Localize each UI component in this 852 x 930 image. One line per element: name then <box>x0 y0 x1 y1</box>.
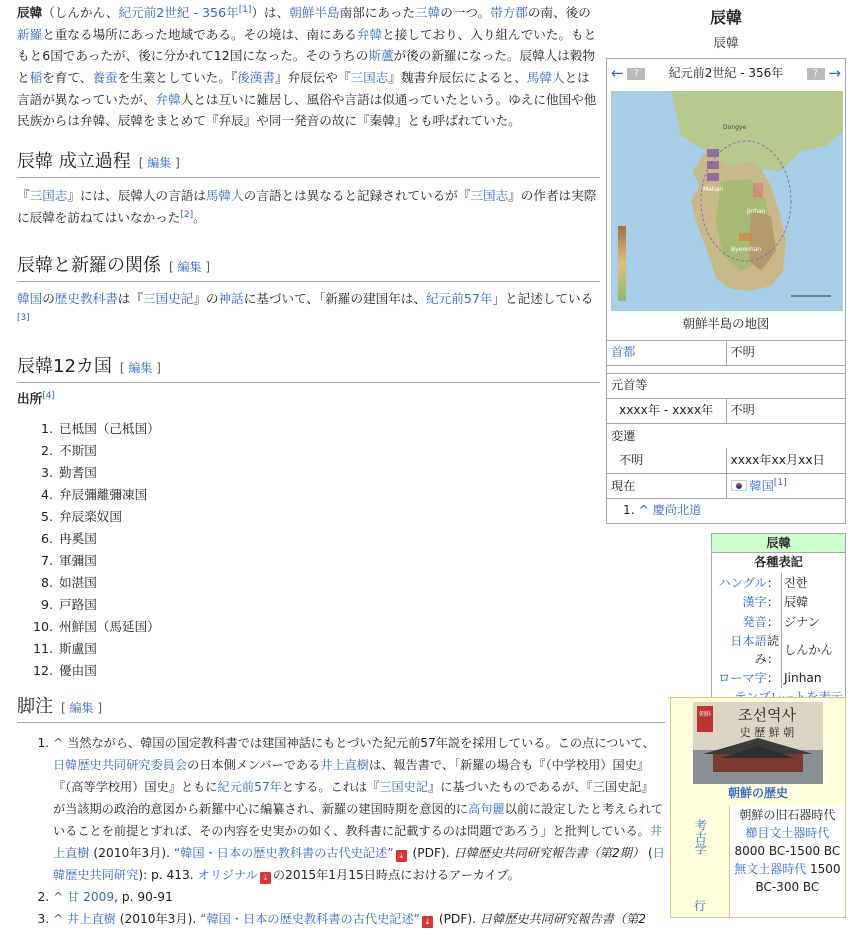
link-samguk[interactable]: 三国史記 <box>379 780 429 794</box>
map-label-byeonhan: Byeonhan <box>731 246 762 253</box>
link-original[interactable]: オリジナル <box>197 868 258 882</box>
text: とする。これは『 <box>281 780 380 794</box>
name-value-japanese: しんかん <box>782 632 846 669</box>
text: (2010年3月). <box>89 846 174 860</box>
name-value-hangul: 진한 <box>782 573 846 593</box>
map-caption: 朝鮮半島の地図 <box>682 316 770 331</box>
text: 』には、辰韓人の言語は <box>67 188 206 203</box>
backlink-caret[interactable]: ^ <box>53 890 64 904</box>
formation-paragraph <box>17 185 600 228</box>
text: の南、後の <box>527 5 591 20</box>
link-goguryeo[interactable]: 高句麗 <box>468 802 505 816</box>
state-item: 7. 軍彌国 <box>57 550 600 572</box>
section-heading-notes: 脚注 [ 編集 ] <box>17 695 665 723</box>
text: ): p. 413. <box>138 868 198 882</box>
capital-label[interactable]: 首都 <box>611 345 636 360</box>
link-57bc[interactable]: 紀元前57年 <box>217 780 282 794</box>
text: が後の新羅になった。辰韓人は穀物と <box>17 48 596 85</box>
text: を生業としていた。『 <box>117 69 238 85</box>
history-logo-graphic <box>693 702 823 784</box>
text: 以前に設定したと考えられていることを前提とすれば、その内容を史実かの如く、教科書に記載するのは問題であろう」と批判している。 <box>53 802 664 838</box>
link-era[interactable]: 紀元前2世紀 - 356年 <box>118 5 239 20</box>
infobox-footnote <box>607 498 845 523</box>
link-committee[interactable]: 日韓歴史共同研究委員会 <box>53 758 188 772</box>
names-box <box>711 533 846 708</box>
infobox-frame <box>606 58 846 524</box>
history-navbox <box>670 697 846 918</box>
infobox-table <box>607 340 845 499</box>
names-subtitle: 各種表記 <box>711 553 846 573</box>
name-value-romaji: Jinhan <box>782 668 846 688</box>
text: と重なる場所にあった地域である。その境は、南にある <box>42 26 357 42</box>
text: ( <box>644 846 653 860</box>
change-date: xxxx年xx月xx日 <box>730 453 825 468</box>
text: 』の作者は実際に辰韓を訪ねてはいなかった <box>17 188 597 225</box>
link-korea[interactable]: 韓国 <box>17 291 43 306</box>
link-samguk[interactable]: 三国史記 <box>142 291 194 306</box>
side-label-next: 行 <box>693 899 706 913</box>
text: と接しており、入り組んでいた。もともと6国であったが、後に分かれて12国になった。そのうちの <box>17 26 597 64</box>
name-value-kanji: 辰韓 <box>782 593 846 613</box>
name-key-pronunciation[interactable]: 発音 <box>742 614 767 629</box>
section-heading-formation: 辰韓 成立過程 [ 編集 ] <box>17 150 600 178</box>
state-item: 5. 弁辰楽奴国 <box>57 506 600 528</box>
text: 」と記述している <box>492 291 594 306</box>
link-rice[interactable]: 稲 <box>29 69 43 85</box>
text: ）は、 <box>251 5 290 20</box>
history-title-link[interactable]: 朝鮮の歴史 <box>727 786 788 800</box>
infobox-ref-1[interactable]: [1] <box>773 477 787 488</box>
infobox-title: 辰韓 <box>709 8 742 27</box>
state-item: 11. 斯盧国 <box>57 638 600 660</box>
sep: ： <box>766 651 779 666</box>
name-key-hangul[interactable]: ハングル <box>718 575 767 590</box>
link-samhan[interactable]: 三韓 <box>415 5 441 20</box>
note-item <box>53 908 665 930</box>
now-value-cell <box>726 473 845 498</box>
heading-text: 辰韓12カ国 <box>17 356 112 377</box>
link-byeonhan[interactable]: 弁韓 <box>356 26 383 42</box>
history-table <box>671 806 845 917</box>
names-table <box>711 573 846 688</box>
map-label-mahan: Mahan <box>703 186 724 193</box>
link-57bc[interactable]: 紀元前57年 <box>426 291 493 306</box>
link-silla[interactable]: 新羅 <box>17 26 43 42</box>
history-logo-image[interactable] <box>693 702 823 784</box>
infobox-subtitle: 辰韓 <box>713 35 739 50</box>
name-key-romaji[interactable]: ローマ字 <box>718 670 767 685</box>
state-item: 9. 戸路国 <box>57 594 600 616</box>
link-pdf-title[interactable]: “韓国・日本の歴史教科書の古代史記述” <box>173 846 394 860</box>
text: は『 <box>117 291 143 306</box>
link-comb-pottery[interactable]: 櫛目文土器時代 <box>745 826 830 840</box>
link-byeonhan-2[interactable]: 弁韓 <box>155 91 181 107</box>
footnote-number: 1. <box>623 503 635 518</box>
pdf-icon: ⤓ <box>396 850 407 862</box>
state-item: 6. 冉奚国 <box>57 528 600 550</box>
link-sgz[interactable]: 三国志 <box>29 188 68 203</box>
now-label: 現在 <box>607 473 726 498</box>
range-text: 8000 BC-1500 BC <box>734 844 841 858</box>
link-sgz-2[interactable]: 三国志 <box>470 188 509 203</box>
era-title: 朝鮮の旧石器時代 <box>739 808 836 822</box>
backlink-caret[interactable]: ^ <box>53 736 64 750</box>
sep: ： <box>766 575 779 590</box>
text: 』弁辰伝や『 <box>274 69 351 85</box>
section-heading-states: 辰韓12カ国 [ 編集 ] <box>17 355 600 383</box>
link-inoue[interactable]: 井上直樹 <box>320 758 370 772</box>
name-key-reading: 読み <box>754 633 779 666</box>
silla-paragraph <box>17 288 600 331</box>
period-label: 紀元前2世紀 - 356年 <box>668 66 784 80</box>
text: とは言語が異なっていたが、 <box>17 69 590 107</box>
footnote-caret[interactable]: ^ <box>638 503 649 518</box>
state-item: 4. 弁辰彌離彌凍国 <box>57 484 600 506</box>
text: の2015年1月15日時点におけるアーカイブ。 <box>272 868 520 882</box>
prev-arrow-icon[interactable]: ← <box>611 63 624 82</box>
logo-korean-text: 조선역사 <box>738 706 796 724</box>
text: 南部にあった <box>339 5 416 20</box>
ref-4[interactable]: [4] <box>42 390 55 401</box>
link-gan-2009[interactable]: 甘 2009 <box>67 890 115 904</box>
state-item: 8. 如湛国 <box>57 572 600 594</box>
state-item: 10. 州鮮国（馬延国） <box>57 616 600 638</box>
intro-lead: 辰韓 <box>17 5 43 20</box>
state-item: 12. 優由国 <box>57 660 600 682</box>
state-item: 2. 不斯国 <box>57 440 600 462</box>
state-item: 1. 已柢国（己柢国） <box>57 418 600 440</box>
map-label-jinhan: Jinhan <box>747 208 766 215</box>
section-heading-silla: 辰韓と新羅の関係 [ 編集 ] <box>17 254 600 282</box>
source-label: 出所 <box>17 391 43 406</box>
source-line <box>17 388 600 410</box>
link-peninsula[interactable]: 朝鮮半島 <box>289 5 340 20</box>
text: 『 <box>17 188 30 203</box>
states-list <box>17 418 600 682</box>
name-key-kanji[interactable]: 漢字 <box>742 595 767 610</box>
link-mahan[interactable]: 馬韓人 <box>205 188 244 203</box>
edit-link[interactable]: 編集 <box>177 260 202 274</box>
text: (2010年3月). <box>115 912 201 926</box>
edit-link[interactable]: 編集 <box>128 361 153 375</box>
link-daifang[interactable]: 帯方郡 <box>490 5 528 20</box>
text: 。 <box>193 209 206 225</box>
prev-unknown-box: ? <box>627 68 645 80</box>
link-pdf-title[interactable]: “韓国・日本の歴史教科書の古代史記述” <box>200 912 420 926</box>
text: （しんかん、 <box>42 5 119 20</box>
link-mumun-pottery[interactable]: 無文土器時代 <box>734 862 807 876</box>
text: の言語とは異なると記録されているが『 <box>243 188 471 203</box>
sep: ： <box>766 595 779 610</box>
link-silk[interactable]: 養蚕 <box>92 69 118 85</box>
state-item: 3. 勤耆国 <box>57 462 600 484</box>
ref-1[interactable]: [1] <box>238 4 252 15</box>
text: 人とは互いに雑居し、風俗や言語は似通っていたという。ゆえに他国や他民族からは弁韓、辰韓をまとめて『弁辰』や同一発音の故に『秦韓』とも呼ばれていた。 <box>17 91 597 129</box>
heading-text: 辰韓と新羅の関係 <box>17 255 161 276</box>
text: は、報告書で、「新羅の場合も『（中学校用）国史』『（高等学校用）国史』ともに <box>53 758 650 794</box>
heading-text: 辰韓 成立過程 <box>17 151 131 172</box>
notes-list <box>17 732 665 930</box>
period-nav <box>607 59 845 87</box>
range-text: 1500 BC-300 BC <box>755 862 841 894</box>
intro-paragraph <box>17 2 600 132</box>
change-label: 変遷 <box>607 423 845 448</box>
capital-value: 不明 <box>726 340 845 365</box>
text: (PDF). <box>434 912 480 926</box>
link-mahan[interactable]: 馬韓人 <box>526 69 565 85</box>
backlink-caret[interactable]: ^ <box>53 912 64 926</box>
logo-seal-text: 朝鮮 <box>698 711 712 718</box>
text: の一つ。 <box>440 5 491 20</box>
korea-flag-icon <box>731 480 747 491</box>
logo-hanja-text: 史 歷 鮮 朝 <box>739 726 795 739</box>
now-value[interactable]: 韓国 <box>749 478 774 493</box>
link-joint-research[interactable]: 日韓歴史共同研究 <box>53 846 665 882</box>
side-label-archaeology[interactable]: 考古学 <box>693 819 708 855</box>
peninsula-map[interactable] <box>611 91 843 311</box>
name-value-pronunciation: ジナン <box>782 612 846 632</box>
heading-text: 脚注 <box>17 696 53 717</box>
text: を育て、 <box>42 69 93 85</box>
ref-3[interactable]: [3] <box>17 312 30 323</box>
text: (PDF). <box>408 846 454 860</box>
text: の日本側メンバーである <box>187 758 321 772</box>
text: , p. 90-91 <box>114 890 173 904</box>
pdf-icon: ⤓ <box>422 916 433 928</box>
change-event: 不明 <box>607 448 726 473</box>
link-textbook[interactable]: 歴史教科書 <box>54 291 118 306</box>
sep: ： <box>766 670 779 685</box>
map-graphic <box>611 91 843 311</box>
map-label-dongye: Dongye <box>723 124 747 131</box>
pdf-icon: ⤓ <box>260 872 271 884</box>
edit-link[interactable]: 編集 <box>147 156 172 170</box>
note-item <box>53 886 665 908</box>
edit-link[interactable]: 編集 <box>69 701 94 715</box>
ruler-label: 元首等 <box>607 373 845 398</box>
ruler-value: 不明 <box>726 398 845 423</box>
states-list-wrap <box>17 418 600 682</box>
names-title: 辰韓 <box>711 533 846 553</box>
text: 当然ながら、韓国の国定教科書では建国神話にもとづいた紀元前57年説を採用している。この点について、 <box>67 736 655 750</box>
text: の <box>42 291 55 306</box>
notes-list-wrap <box>17 732 665 930</box>
link-hanshu[interactable]: 後漢書 <box>237 69 275 85</box>
text: に基づいて、「新羅の建国年は、 <box>243 291 427 306</box>
text: 』の <box>193 291 219 306</box>
ruler-years: xxxx年 - xxxx年 <box>607 398 726 423</box>
sep: ： <box>766 614 779 629</box>
link-inoue[interactable]: 井上直樹 <box>53 824 663 860</box>
link-myth[interactable]: 神話 <box>218 291 244 306</box>
text: 日韓歴史共同研究報告書（第2期） <box>453 846 645 860</box>
text: 日韓歴史共同研究報告書（第2 <box>479 912 647 926</box>
link-saro[interactable]: 斯蘆 <box>368 48 394 64</box>
name-key-japanese[interactable]: 日本語 <box>730 633 767 648</box>
note-item <box>53 732 665 886</box>
footnote-link[interactable]: 慶尚北道 <box>652 503 702 518</box>
infobox <box>606 0 846 524</box>
link-inoue[interactable]: 井上直樹 <box>67 912 116 926</box>
next-unknown-box: ? <box>807 68 825 80</box>
ref-2[interactable]: [2] <box>180 209 194 220</box>
next-arrow-icon[interactable]: → <box>828 63 841 82</box>
text: 』魏書弁辰伝によると、 <box>388 69 527 85</box>
text: 』に基づいたものであるが、『三国史記』が当該期の政治的意図から新羅中心に編纂され、新羅の建国時期を意図的に <box>53 780 654 816</box>
link-sgz[interactable]: 三国志 <box>350 69 389 85</box>
